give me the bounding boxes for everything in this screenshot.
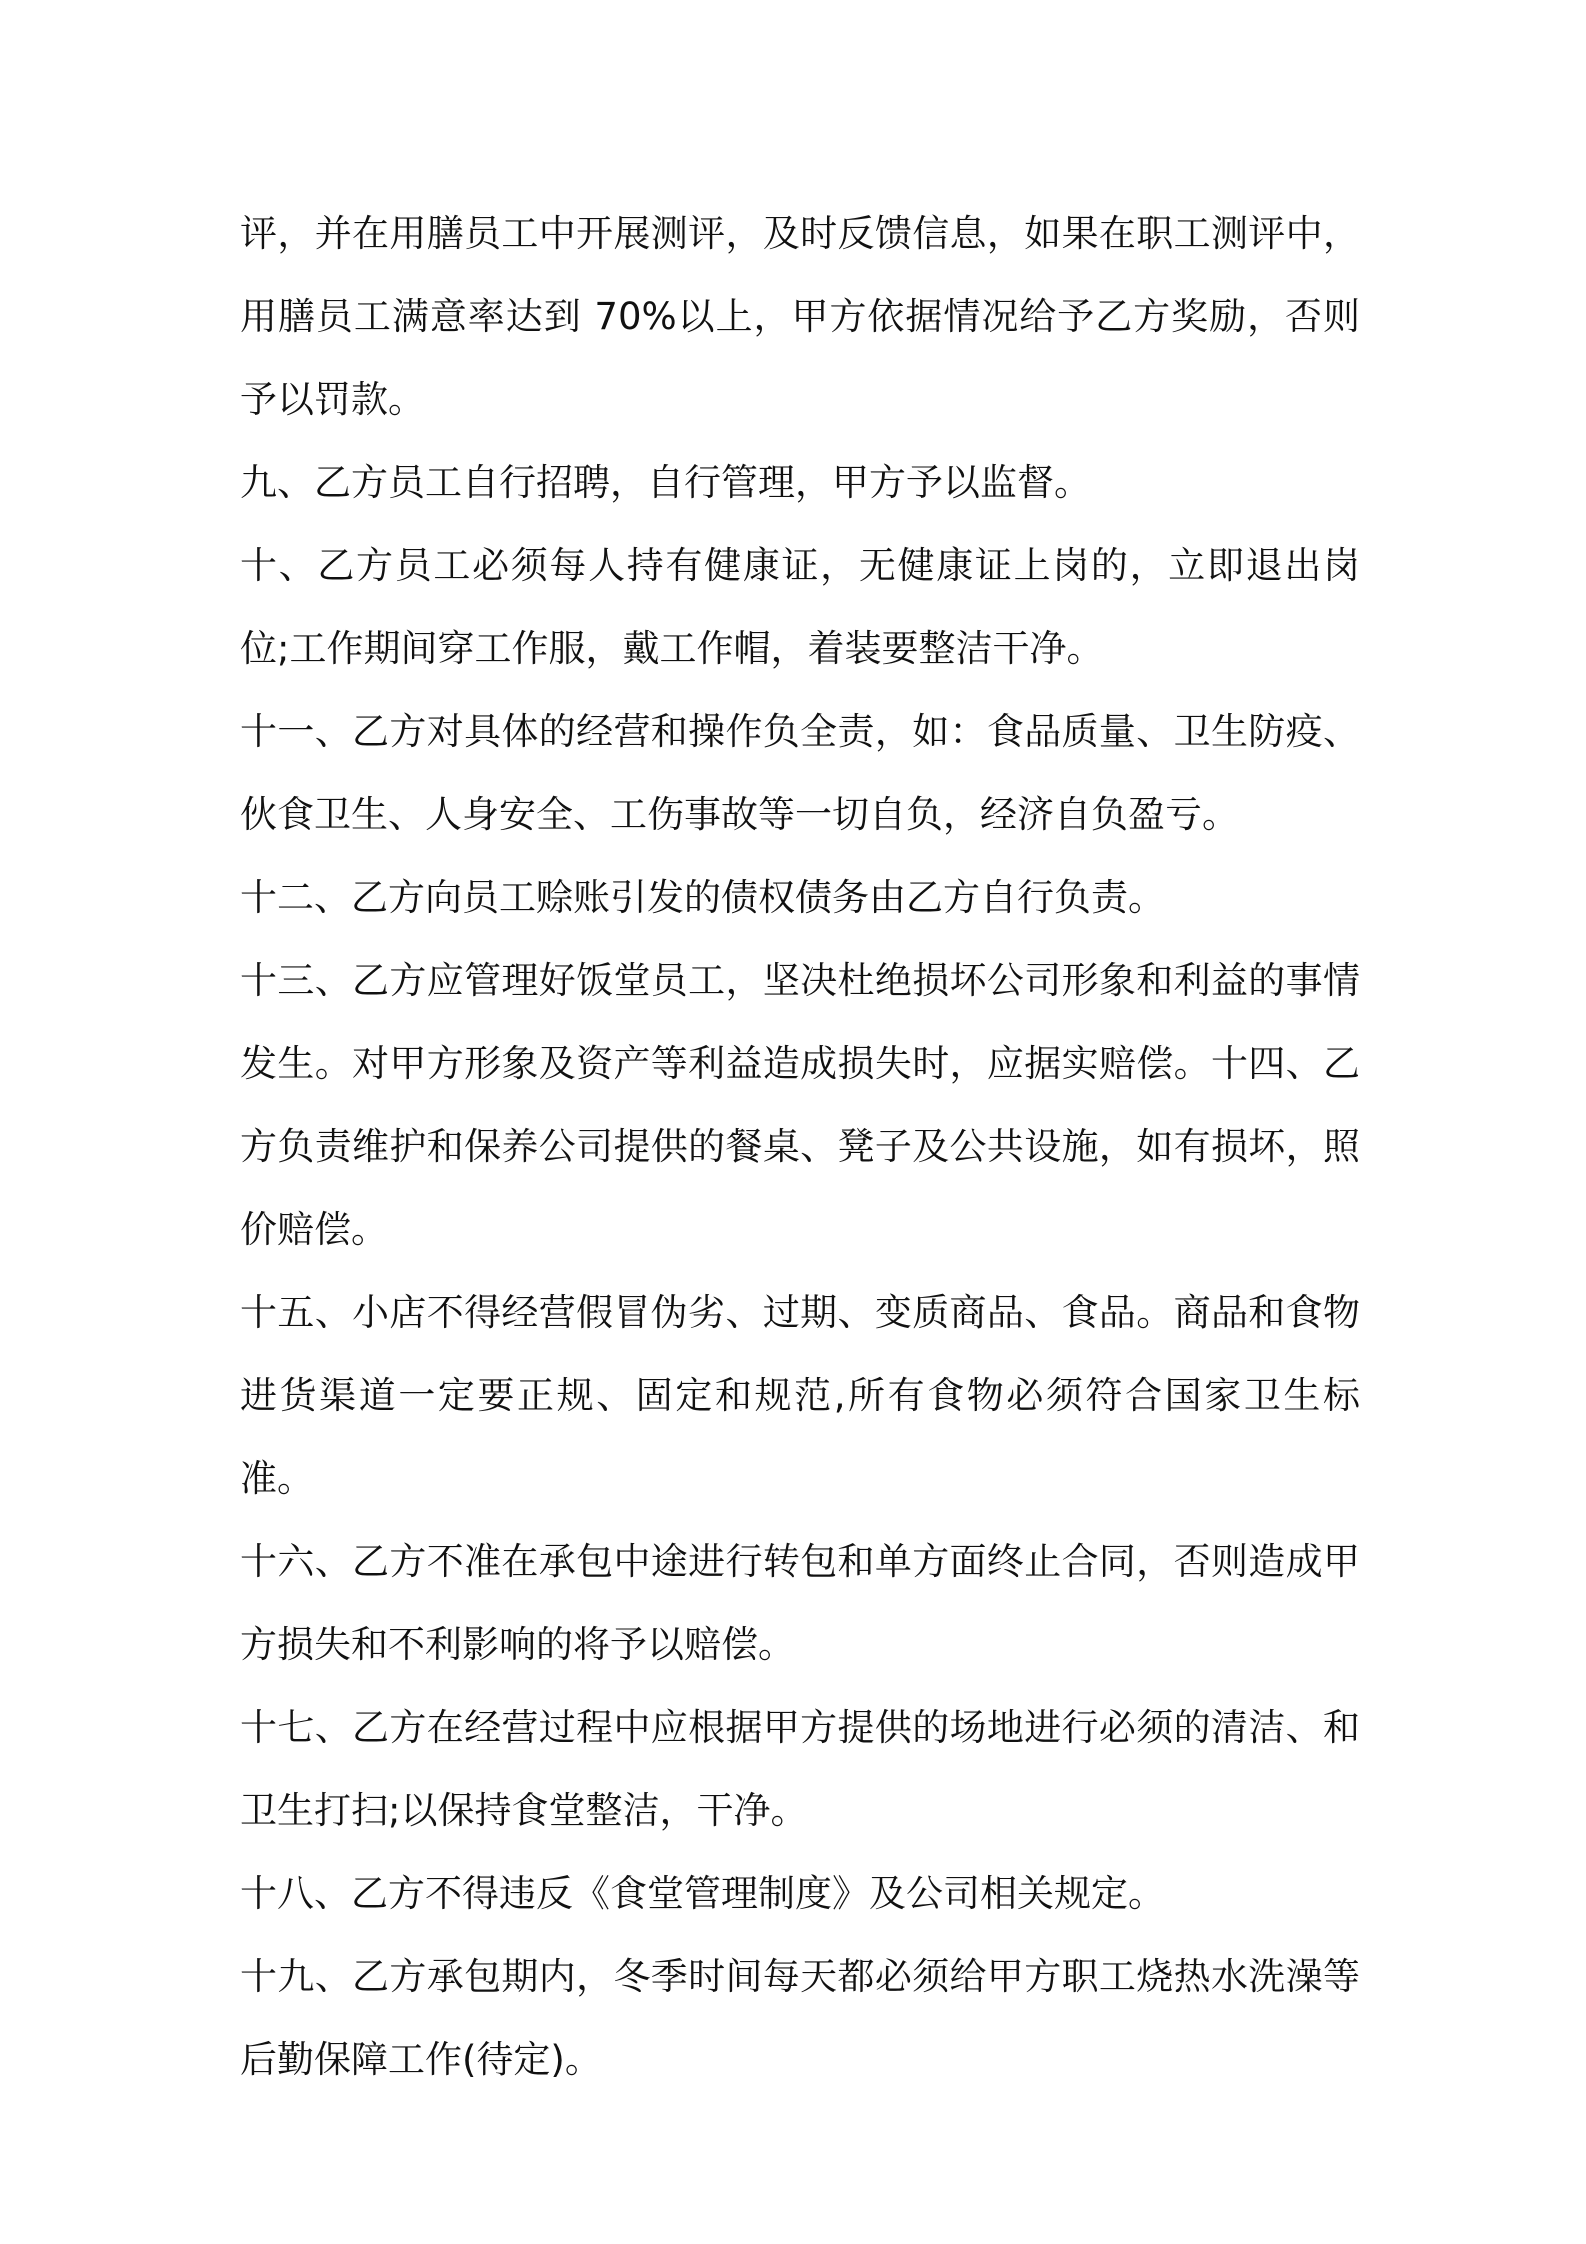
clause-16: 十六、乙方不准在承包中途进行转包和单方面终止合同，否则造成甲方损失和不利影响的将予以赔偿。 (240, 1540, 1360, 1666)
clause-18: 十八、乙方不得违反《食堂管理制度》及公司相关规定。 (240, 1872, 1165, 1915)
document-body (240, 192, 1360, 2101)
paragraph-continuation: 评，并在用膳员工中开展测评，及时反馈信息，如果在职工测评中，用膳员工满意率达到 70%以上，甲方依据情况给予乙方奖励，否则予以罚款。 (240, 212, 1360, 421)
clause-9: 九、乙方员工自行招聘，自行管理，甲方予以监督。 (240, 461, 1091, 504)
clause-12: 十二、乙方向员工赊账引发的债权债务由乙方自行负责。 (240, 876, 1165, 919)
clause-15: 十五、小店不得经营假冒伪劣、过期、变质商品、食品。商品和食物进货渠道一定要正规、固定和规范,所有食物必须符合国家卫生标准。 (240, 1291, 1360, 1500)
clause-13-14: 十三、乙方应管理好饭堂员工，坚决杜绝损坏公司形象和利益的事情发生。对甲方形象及资产等利益造成损失时，应据实赔偿。十四、乙方负责维护和保养公司提供的餐桌、凳子及公共设施，如有损坏，照价赔偿。 (240, 959, 1360, 1251)
clause-17: 十七、乙方在经营过程中应根据甲方提供的场地进行必须的清洁、和卫生打扫;以保持食堂整洁，干净。 (240, 1706, 1360, 1832)
clause-10: 十、乙方员工必须每人持有健康证，无健康证上岗的，立即退出岗位;工作期间穿工作服，戴工作帽，着装要整洁干净。 (240, 544, 1360, 670)
clause-11: 十一、乙方对具体的经营和操作负全责，如：食品质量、卫生防疫、伙食卫生、人身安全、工伤事故等一切自负，经济自负盈亏。 (240, 710, 1360, 836)
clause-19: 十九、乙方承包期内，冬季时间每天都必须给甲方职工烧热水洗澡等后勤保障工作(待定)。 (240, 1955, 1360, 2081)
